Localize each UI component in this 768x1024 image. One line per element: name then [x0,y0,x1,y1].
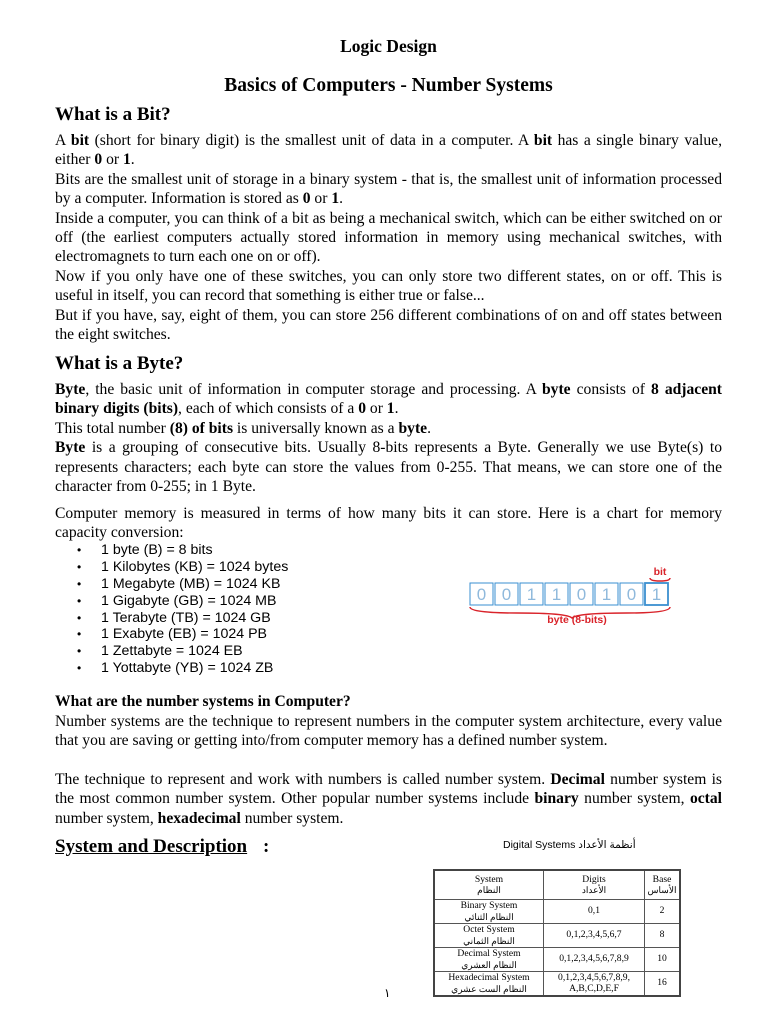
table-cell-digits: 0,1,2,3,4,5,6,7 [544,924,645,948]
bit-value: 0 [576,585,587,604]
table-header-row [434,870,680,900]
bit-brace [650,578,670,581]
table-header-digits: Digits الأعداد [544,870,645,900]
bit-value: 0 [476,585,487,604]
number-systems-paragraph-1: Number systems are the technique to represent numbers in the computer system architecture, every value that you are saving or getting into/from computer memory has a defined number system. [55,713,722,750]
bit-paragraph: A bit (short for binary digit) is the smallest unit of data in a computer. A bit has a single binary value, either 0 or 1. Bits are the smallest unit of storage in a binary system - that is, the smallest unit of information processed by a computer. Information is stored as 0 or 1. Inside a computer, you can think of a bit as being a mechanical switch, which can be either switched on or off (the earliest computers actually stored information in memory using mechanical switches, with electromagnets to turn each one on or off). Now if you only have one of these switches, you can only store two different states, on or off. This is useful in itself, you can record that something is either true or false... But if you have, say, eight of them, you can store 256 different combinations of on and off states between the eight switches. [55,132,722,344]
system-description-colon: : [263,836,270,857]
table-cell-system: Hexadecimal System النظام الست عشري [434,972,544,997]
table-header-base: Base الأساس [645,870,681,900]
table-cell-base: 16 [645,972,681,997]
memory-conversion-list [55,542,288,677]
system-description-heading: System and Description [55,836,248,857]
table-title: Digital Systems أنظمة الأعداد [503,839,636,851]
table-cell-base: 2 [645,900,681,924]
table-cell-base: 8 [645,924,681,948]
memory-intro: Computer memory is measured in terms of how many bits it can store. Here is a chart for memory capacity conversion: [55,505,722,542]
table-row [434,900,680,924]
list-item: • 1 Yottabyte (YB) = 1024 ZB [55,660,288,677]
list-item: • 1 Gigabyte (GB) = 1024 MB [55,593,288,610]
list-item: • 1 Kilobytes (KB) = 1024 bytes [55,559,288,576]
table-cell-digits: 0,1,2,3,4,5,6,7,8,9 [544,948,645,972]
page-number: ١ [384,986,391,1000]
byte-heading: What is a Byte? [55,353,184,374]
bit-value: 1 [526,585,537,604]
course-title: Logic Design [340,36,437,56]
table-cell-system: Binary System النظام الثنائي [434,900,544,924]
table-cell-digits: 0,1 [544,900,645,924]
list-item: • 1 Terabyte (TB) = 1024 GB [55,610,288,627]
list-item: • 1 Zettabyte = 1024 EB [55,643,288,660]
table-cell-system: Octet System النظام الثماني [434,924,544,948]
bit-value: 1 [601,585,612,604]
table-cell-digits: 0,1,2,3,4,5,6,7,8,9, A,B,C,D,E,F [544,972,645,997]
byte-label: byte (8-bits) [547,614,607,626]
bit-label: bit [653,566,667,578]
bit-value: 1 [551,585,562,604]
byte-diagram [467,563,677,627]
bit-boxes [470,583,668,605]
table-row [434,972,680,997]
list-item: • 1 Exabyte (EB) = 1024 PB [55,626,288,643]
byte-paragraph: Byte, the basic unit of information in computer storage and processing. A byte consists of 8 adjacent binary digits (bits), each of which consists of a 0 or 1. This total number (8) of bits is universally known as a byte. Byte is a grouping of consecutive bits. Usually 8-bits represents a Byte. Generally we use Byte(s) to represents characters; each byte can store the values from 0-255. That means, we can store one of the character from 0-255; in 1 Byte. [55,381,722,496]
bit-heading: What is a Bit? [55,104,171,125]
table-row [434,948,680,972]
digital-systems-table [433,869,681,997]
table-cell-system: Decimal System النظام العشري [434,948,544,972]
bit-value: 0 [626,585,637,604]
number-systems-heading: What are the number systems in Computer? [55,693,351,710]
number-systems-paragraph-2: The technique to represent and work with numbers is called number system. Decimal number system is the most common number system. Other popular number systems include binary number system, octal number system, hexadecimal number system. [55,771,722,827]
bit-value: 0 [501,585,512,604]
document-title: Basics of Computers - Number Systems [224,75,553,96]
list-item: • 1 byte (B) = 8 bits [55,542,288,559]
table-header-system: System النظام [434,870,544,900]
table-row [434,924,680,948]
list-item: • 1 Megabyte (MB) = 1024 KB [55,576,288,593]
bit-value: 1 [651,585,662,604]
table-cell-base: 10 [645,948,681,972]
